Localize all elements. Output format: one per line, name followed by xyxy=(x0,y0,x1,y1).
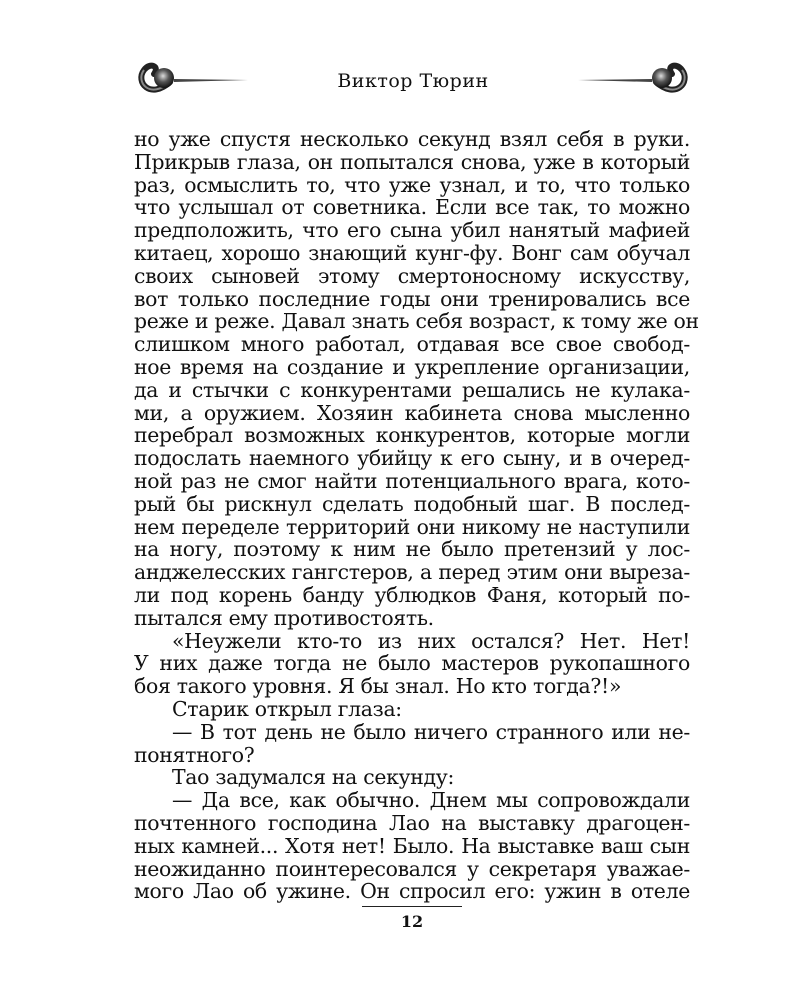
text-line: Тао задумался на секунду: xyxy=(172,765,455,790)
text-line: ми, а оружием. Хозяин кабинета снова мысленно xyxy=(134,400,690,425)
text-line: почтенного господина Лао на выставку драгоцен- xyxy=(134,810,690,835)
text-line: своих сыновей этому смертоносному искусству, xyxy=(134,263,690,288)
text-line: мого Лао об ужине. Он спросил его: ужин в отеле xyxy=(134,879,690,904)
text-line: ли под корень банду ублюдков Фаня, который по- xyxy=(134,582,690,607)
text-line: рый бы рискнул сделать подобный шаг. В послед- xyxy=(134,491,690,516)
text-line: что услышал от советника. Если все так, то можно xyxy=(134,195,690,220)
page-number: 12 xyxy=(400,912,424,931)
text-line: перебрал возможных конкурентов, которые могли xyxy=(134,423,690,448)
text-line: ное время на создание и укрепление организации, xyxy=(134,354,690,379)
folio-rule xyxy=(362,906,462,907)
text-line: неожиданно поинтересовался у секретаря уважае- xyxy=(134,856,690,881)
text-line: нем переделе территорий они никому не наступили xyxy=(134,514,690,539)
text-line: да и стычки с конкурентами решались не кулака- xyxy=(134,377,690,402)
text-line: У них даже тогда не было мастеров рукопашного xyxy=(134,651,690,676)
text-line: раз, осмыслить то, что уже узнал, и то, что только xyxy=(134,172,690,197)
text-line: пытался ему противостоять. xyxy=(134,605,434,630)
text-line: слишком много работал, отдавая все свое свобод- xyxy=(134,332,690,357)
text-line: — Да все, как обычно. Днем мы сопровождали xyxy=(172,788,690,813)
text-line: предположить, что его сына убил нанятый мафией xyxy=(134,218,690,243)
running-header xyxy=(130,52,696,110)
text-line: подослать наемного убийцу к его сыну, и в очеред- xyxy=(134,446,690,471)
text-line: вот только последние годы они тренировались все xyxy=(134,286,690,311)
body-text xyxy=(134,127,699,904)
text-line: — В тот день не было ничего странного или не- xyxy=(172,719,690,744)
text-line: боя такого уровня. Я бы знал. Но кто тогда?!» xyxy=(134,674,622,699)
text-line: «Неужели кто-то из них остался? Нет. Нет! xyxy=(172,628,690,653)
text-line: реже и реже. Давал знать себя возраст, к тому же он xyxy=(134,309,699,334)
text-line: понятного? xyxy=(134,742,255,767)
text-line: ных камней... Хотя нет! Было. На выставке ваш сын xyxy=(134,833,690,858)
text-line: Старик открыл глаза: xyxy=(172,696,402,721)
text-line: ной раз не смог найти потенциального врага, кото- xyxy=(134,468,690,493)
ornament-right-icon xyxy=(576,52,696,110)
text-line: китаец, хорошо знающий кунг-фу. Вонг сам обучал xyxy=(134,240,690,265)
text-line: анджелесских гангстеров, а перед этим они выреза- xyxy=(134,560,690,585)
text-line: Прикрыв глаза, он попытался снова, уже в который xyxy=(134,149,690,174)
text-line: но уже спустя несколько секунд взял себя в руки. xyxy=(134,127,690,151)
text-line: на ногу, поэтому к ним не было претензий у лос- xyxy=(134,537,690,562)
running-header-title: Виктор Тюрин xyxy=(337,70,489,92)
